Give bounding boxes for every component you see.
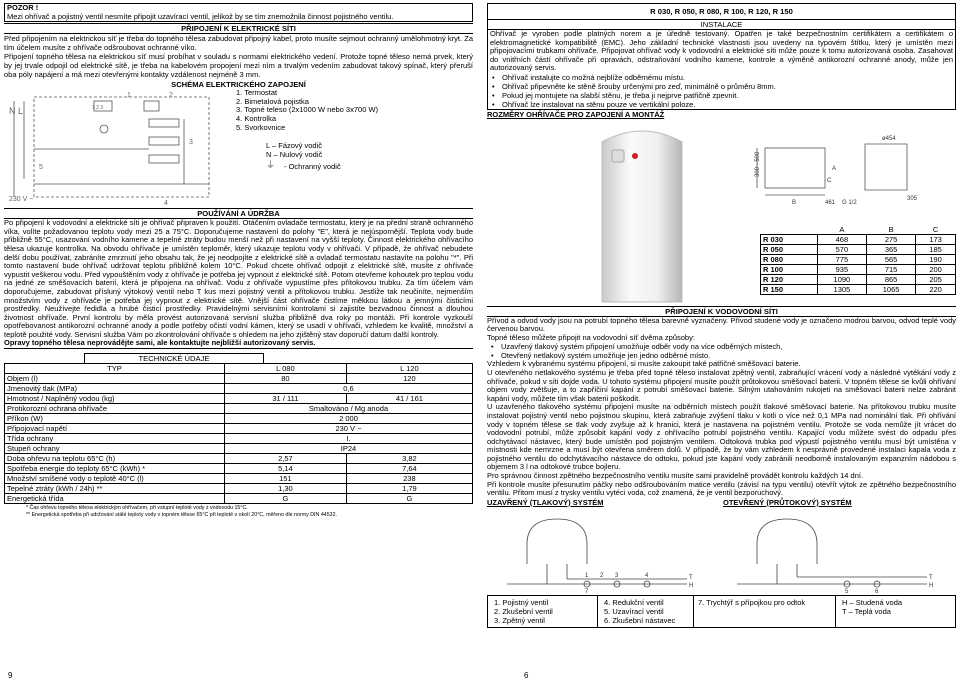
page-number-left: 9 (8, 671, 13, 680)
dim-row: R 030 468 275 173 (761, 235, 956, 245)
dim-diameter: ø454 (882, 135, 896, 142)
label-valve-2: 2 (600, 572, 604, 579)
dim-row: R 050 570 365 185 (761, 245, 956, 255)
warning-title: POZOR ! (7, 3, 39, 12)
wiring-legend (236, 89, 472, 132)
wiring-section (4, 89, 473, 206)
dim-header: B (888, 224, 894, 234)
warning-text: Mezi ohřívač a pojistný ventil nesmíte připojit uzavírací ventil, jelikož by se tím znemožnila činnost pojistného ventilu. (7, 11, 394, 21)
lamp-symbol (100, 125, 108, 133)
dimensions-table (760, 225, 956, 296)
wiring-frame (34, 97, 209, 197)
dim-305: 305 (907, 195, 918, 202)
ground-icon: ⏚ (266, 160, 276, 171)
electric-paragraph-2: Připojení topného tělesa na elektrickou síť musí probíhat v souladu s normami elektrického vedení. Protože topné těleso nemá prvek, který by jej trvale odpojil od elektrické sítě, je třeba na kabelovém propojení mezi ním a trvalým vedením zabudovat takový spínač, který přeruší oba póly napájení a má mezi otevřenými kontakty vzdálenost nejméně 3 mm. (4, 52, 473, 79)
legend-table (487, 595, 956, 628)
water-paragraph-1: Přívod a odvod vody jsou na potrubí topného tělesa barevně vyznačeny. Přívod studené vody je označeno modrou barvou, odvod teplé vody červenou barvou. (487, 315, 956, 334)
water-paragraph-7: Při kontrole musíte přesunutím páčky nebo odšroubováním matice ventilu (závisí na typu ventilu) otevřít výtok ze zpětného bezpečnostního ventilu. Přitom musí z trysky ventilu vytéci voda, což znamená, že je ventil bezporuchový. (487, 479, 956, 498)
left-page (4, 3, 473, 518)
label-230v: 230 V ~ (9, 196, 34, 204)
closed-tank-top (527, 519, 587, 544)
label-thermostat-pins: 1 2 3 (92, 105, 104, 112)
heater-element-1 (149, 119, 179, 127)
install-bullet: • Ohřívač lze instalovat na stěnu pouze ve vertikální poloze. (488, 100, 955, 109)
legend-col-2 (598, 595, 694, 627)
install-paragraph: Ohřívač je vyroben podle platných norem a je úředně testovaný. Opatřen je také bezpečnostním certifikátem a certifikátem o elektromagnetické kompatibilitě (EMC). Jeho základní technické vlastnosti jsou uvedeny na typovém štítku, který je umístěn mezi připojovacími trubkami ohřívače. Připojovat ohřívač vody k vodovodní a elektrické síti může pouze k tomu autorizovaná osoba. Zasahovat do vnitřních částí ohřívače při opravách, odstraňování vodního kamene, kontrole a výměně antikorozní ochranné anody, může jen autorizovaný servis. (490, 29, 953, 73)
tech-row: Příkon (W) 2 000 (5, 414, 473, 424)
dim-header: A (839, 224, 845, 234)
water-section-title: PŘIPOJENÍ K VODOVODNÍ SÍTI (487, 306, 956, 317)
dim-header: C (932, 224, 939, 234)
label-hot-open: T (929, 574, 933, 581)
models-box (487, 3, 956, 110)
water-paragraph-6: Pro správnou činnost zpětného bezpečnostního ventilu musíte sami pravidelně provádět kontrolu každých 14 dní. (487, 471, 864, 481)
use-section-title: POUŽÍVÁNÍ A ÚDRŽBA (4, 208, 473, 219)
install-bullet: • Pokud jej montujete na slabší stěnu, je třeba ji nejprve patřičně zpevnit. (488, 91, 955, 100)
tech-header-l080: L 080 (225, 364, 347, 374)
label-3: 3 (189, 139, 193, 147)
label-valve-3: 3 (615, 572, 619, 579)
tech-table (4, 363, 473, 504)
tech-row: Doba ohřevu na teplotu 65°C (h) 2,57 3,82 (5, 454, 473, 464)
label-cold-closed: H (689, 582, 694, 589)
water-bullets (487, 342, 956, 360)
legend-item: 1. Pojistný ventil (494, 597, 549, 607)
dim-row: R 150 1305 1065 220 (761, 285, 956, 295)
systems-section (487, 499, 956, 593)
open-system-title: OTEVŘENÝ (PRŮTOKOVÝ) SYSTÉM (723, 497, 852, 507)
neutral-conductor: N – Nulový vodič (266, 149, 323, 159)
electric-section-title: PŘIPOJENÍ K ELEKTRICKÉ SÍTI (4, 23, 473, 34)
dimensions-title: ROZMĚRY OHŘÍVAČE PRO ZAPOJENÍ A MONTÁŽ (487, 109, 665, 119)
conductor-legend (266, 142, 341, 172)
label-nl: N L (9, 106, 24, 117)
wiring-item: 3. Topné teleso (2x1000 W nebo 3x700 W) (236, 105, 379, 115)
tech-row: Jmenovitý tlak (MPa) 0,6 (5, 384, 473, 394)
dim-row: R 120 1090 865 205 (761, 275, 956, 285)
wiring-item: 1. Termostat (236, 88, 278, 98)
label-5: 5 (39, 164, 43, 172)
tech-row: Stupeň ochrany IP24 (5, 444, 473, 454)
dimension-front (765, 148, 825, 188)
water-paragraph-3: Vzhledem k vybranému systému připojení, si musíte zakoupit také patřičné směšovací baterie. (487, 359, 801, 369)
wiring-item: 4. Kontrolka (236, 113, 277, 123)
tech-row: Energetická třída G G (5, 494, 473, 504)
models-title: R 030, R 050, R 080, R 100, R 120, R 150 (488, 4, 955, 20)
label-cold-open: H (929, 582, 934, 589)
install-bullet: • Ohřívač instalujte co možná nejblíže odběrnému místu. (488, 73, 955, 82)
page-number-right: 6 (524, 671, 529, 680)
legend-col-4 (836, 595, 956, 627)
tech-title: TECHNICKÉ ÚDAJE (84, 353, 264, 363)
tech-row: Třída ochrany I. (5, 434, 473, 444)
dim-thread: G 1/2 (842, 199, 857, 206)
dim-height: 300 - 500 (755, 151, 761, 177)
legend-item: H – Studená voda (842, 597, 903, 607)
tech-header-l120: L 120 (346, 364, 472, 374)
legend-col-3 (694, 595, 836, 627)
open-tank-top (757, 519, 817, 544)
protective-label: - Ochranný vodič (284, 162, 341, 172)
dimensions-section (487, 120, 956, 305)
legend-item: T – Teplá voda (842, 606, 891, 616)
water-paragraph-5: U uzavřeného tlakového systému připojení musíte na odběrních místech použít tlakové směšovací baterie. Na přítokovou trubku musíte instalovat pojistný ventil nebo pojistnou skupinu, která zabraňuje zvýšení tlaku v kotli o více než 0,1 MPa nad nominální tlak. Při ohřívání vody v topném tělese se tlak vody zvyšuje až k hranici, která je nastavena na pojistném ventilu. Protože se voda nemůže jít vrácet do vodovodní potrubí, může způsobit kapání vody z ohřívacího potrubí pojistného ventilu. Kapající vodu můžete svést do odpadu přes odchytávací nástavec, který bude umístěn pod pojistným ventilem. Odtoková trubka pod výpustí pojistného ventilu musí být umístěna v místnosti kde nemrzne a musí být otevřena směrem dolů. V případě, že by vám vzhledem k nesprávně provedené instalaci kapala voda z pojistného ventilu do odchytávacího nástavce do odtoku, pokud jste kapání vody zabránili neodborně instalovaným expanzním nádobou s objemem 3 l na odtokové trubce bojleru. (487, 402, 956, 472)
wiring-item: 2. Bimetalová pojistka (236, 96, 309, 106)
dimension-side (865, 144, 907, 190)
tech-row: Spotřeba energie do teploty 65°C (kWh) * 5,14 7,64 (5, 464, 473, 474)
system-diagrams (487, 509, 956, 593)
footnote-1: * Čas ohřevu topného tělesa elektrickým ohřívačem, při vstupní teplotě vody z vodovodu 15°C. (26, 505, 248, 512)
heater-element-2 (149, 137, 179, 145)
heater-element-3 (149, 155, 179, 163)
legend-item: 3. Zpětný ventil (494, 615, 545, 625)
label-valve-7: 7 (585, 588, 589, 593)
indicator-lamp-icon (632, 153, 638, 159)
install-bullets (488, 73, 955, 109)
water-bullet: • Otevřený netlakový systém umožňuje jen jedno odběrné místo. (487, 351, 956, 360)
right-page (487, 3, 956, 628)
protective-conductor (266, 160, 341, 172)
electric-paragraph-1: Před připojením na elektrickou síť je třeba do topného tělesa zabudovat připojný kabel, proto musíte sejmout ochranný umělohmotný kryt. Za tím účelem musíte z ohřívače odšroubovat ochranné víko. (4, 34, 473, 52)
water-paragraph-2: Topné těleso můžete připojit na vodovodní síť dvěma způsoby: (487, 332, 695, 342)
dim-label-b: B (792, 199, 797, 206)
legend-item: 6. Zkušební nástavec (604, 615, 676, 625)
label-valve-5: 5 (845, 588, 849, 593)
label-valve-1: 1 (585, 572, 589, 579)
dim-row: R 100 935 715 200 (761, 265, 956, 275)
tech-row: Hmotnost / Naplněný vodou (kg) 31 / 111 41 / 161 (5, 394, 473, 404)
label-valve-4: 4 (645, 572, 649, 579)
fuse-symbol (144, 101, 159, 111)
dim-461: 461 (825, 199, 836, 206)
tech-row: Připojovací napětí 230 V ~ (5, 424, 473, 434)
label-1: 1 (127, 92, 131, 100)
closed-system-title: UZAVŘENÝ (TLAKOVÝ) SYSTÉM (487, 497, 604, 507)
label-4: 4 (164, 200, 168, 207)
wiring-title: SCHÉMA ELEKTRICKÉHO ZAPOJENÍ (171, 80, 306, 90)
label-2: 2 (169, 92, 173, 100)
install-bullet: • Ohřívač připevněte ke stěně šrouby určenými pro zeď, minimálně o průměru 8mm. (488, 82, 955, 91)
label-hot-closed: T (689, 574, 693, 581)
legend-item: 5. Uzavírací ventil (604, 606, 664, 616)
legend-item: 4. Redukční ventil (604, 597, 664, 607)
tech-row: Tepelné ztráty (kWh / 24h) ** 1,30 1,79 (5, 484, 473, 494)
dim-row: R 080 775 565 190 (761, 255, 956, 265)
footnote-2: ** Energetická spotřeba při udržování stálé teploty vody v topném tělese 65°C při teplotě v okolí 20°C, měřeno dle normy DIN 44532. (26, 511, 338, 518)
legend-item: 7. Trychtýř s přípojkou pro odtok (698, 597, 806, 607)
thermometer-icon (612, 150, 624, 162)
wiring-diagram (4, 89, 234, 206)
wiring-item: 5. Svorkovnice (236, 122, 286, 132)
legend-col-1 (488, 595, 598, 627)
legend-item: 2. Zkušební ventil (494, 606, 553, 616)
dim-header (761, 225, 818, 235)
phase-conductor: L – Fázový vodič (266, 141, 322, 151)
tech-row: Množství smíšené vody o teplotě 40°C (l) 151 238 (5, 474, 473, 484)
label-valve-6: 6 (875, 588, 879, 593)
dim-label-a: A (832, 165, 837, 172)
tech-row: Protikorozní ochrana ohřívače Smaltováno / Mg anoda (5, 404, 473, 414)
water-paragraph-4: U otevřeného netlakového systému je třeba před topné těleso instalovat zpětný ventil, zabraňující vrácení vody a následné vytékání vody z ohřívače, pokud v síti dojde voda. U tohoto systému připojení musíte použít průtokovou směšovací baterii. V topném tělese se kvůli ohřívání objem vody zvětšuje, a to zapříčiní kapání z potrubí směšovací baterie. Silným utahováním rukojeti na směšovací baterii nelze zabránit kapání vody, můžete tím však baterii poškodit. (487, 367, 956, 403)
use-paragraph: Po připojení k vodovodní a elektrické síti je ohřívač připraven k použití. Otáčením ovladače termostatu, který je na přední straně ochranného víka, volíte požadovanou teplotu vody mezi 25 a 75°C. Doporučujeme nastavení do polohy "E", která je nejúspornější. Teplota vody bude přibližně 55°C, usazování vodního kamene a tepelné ztráty budou menší než při nastavení na vyšší teploty. Činnost elektrického ohřívacího tělesa ukazuje kontrolka. Na obvodu ohřívače je umístěn teploměr, který ukazuje teplotu vody v ohřívači. V případě, že ohřívač nebudete delší dobu používat, zabráníte zmrznutí jeho obsahu tak, že jej neodpojíte z elektrické sítě a ovladač termostatu nastavíte na polohu "*". Při tomto nastavení bude ohřívač udržovat teplotu přibližně kolem 10°C. Pokud chcete ohřívač odpojit z elektrické sítě, musíte z ohřívače vypustit veškerou vodu. Před vypouštěním vody z ohřívače je potřeba jej vypnout z elektrické sítě. Potom otevřeme kohoutek pro teplou vodu na jedné ze směšovacích baterií, která je připojena na ohřívač. Vodu z ohřívače vypustíme přes přítokovou trubku. Za tím účelem vám doporučujeme, zabudovat přísluný výtokový ventil nebo T kus mezi pojistný ventil a přítokovou trubku. Jestliže tak neučiníte, nejmenším množstvím vody z ohřívače je potřeba jej vypnout z elektrické sítě. Vnější část ohřívače čistíme měkkou látkou a jemnými čisticími prostředky. Neužívejte ředidla a hrubé čisticí prostředky. Pravidelnými servisními kontrolami si zajistíte bezvadnou činnost a dlouhou životnost ohřívače. První kontrolu by měla provést autorizovaná servisní služba přibližně dva roky po montáži. Při kontrole vyzkouší opotřebovanost antikorozní ochranné anody a podle potřeby očistí vodní kámen, který se usadí v ohřívači, vzhledem ke kvalitě, množství a teplotě použité vody. Servisní služba Vám po zkontrolování ohřívače s ohledem na jeho zjištěný stav doporučí datum další kontroly. (4, 218, 473, 339)
tech-row: Objem (l) 80 120 (5, 374, 473, 384)
water-bullet: • Uzavřený tlakový systém připojení umožňuje odběr vody na více odběrných místech, (487, 342, 956, 351)
use-warning: Opravy topného tělesa neprovádějte sami, ale kontaktujte nejbližší autorizovaný servis. (4, 339, 473, 349)
install-title: INSTALACE (488, 20, 955, 30)
warning-box (4, 3, 473, 22)
tech-data (4, 353, 473, 518)
dim-label-c: C (827, 177, 832, 184)
tech-header-type: TYP (5, 364, 225, 374)
